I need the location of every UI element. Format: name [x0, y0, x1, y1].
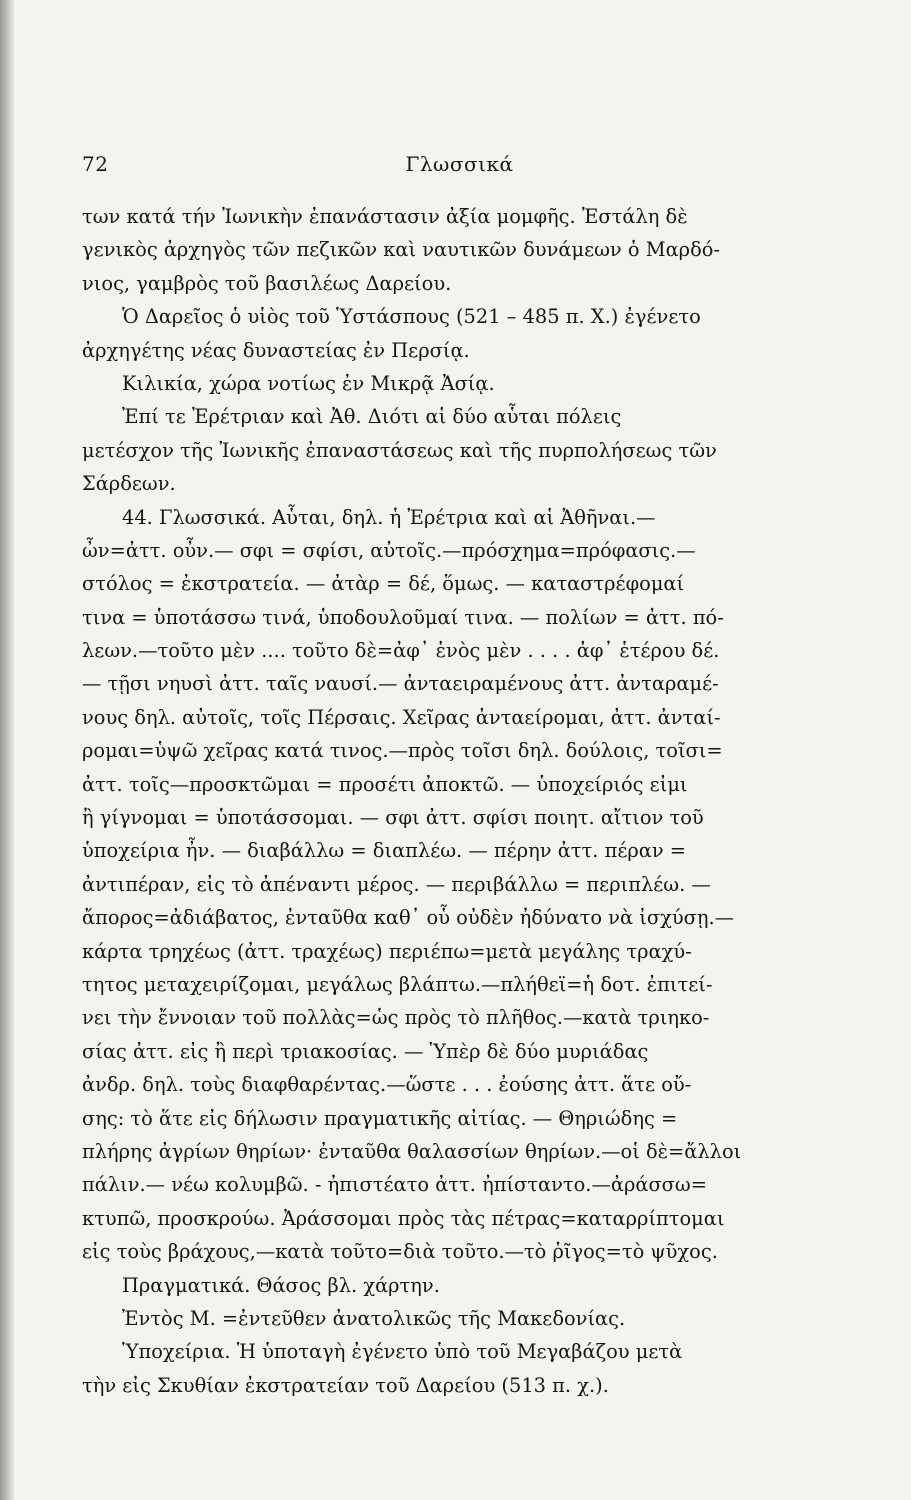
- text-line: Ὁ Δαρεῖος ὁ υἱὸς τοῦ Ὑστάσπους (521 – 485 π. Χ.) ἐγένετο: [122, 305, 701, 329]
- text-line: Σάρδεων.: [82, 472, 176, 496]
- text-line: Πραγματικά. Θάσος βλ. χάρτην.: [122, 1273, 440, 1297]
- text-line: τητος μεταχειρίζομαι, μεγάλως βλάπτω.—πλήθεϊ=ἡ δοτ. ἐπιτεί-: [82, 972, 713, 996]
- text-line: νιος, γαμβρὸς τοῦ βασιλέως Δαρείου.: [82, 271, 452, 295]
- text-line: σίας ἀττ. εἰς ἢ περὶ τριακοσίας. — Ὑπὲρ δὲ δύο μυριάδας: [82, 1039, 649, 1063]
- text-line: πλήρης ἀγρίων θηρίων· ἐνταῦθα θαλασσίων θηρίων.—οἱ δὲ=ἄλλοι: [82, 1139, 742, 1163]
- text-line: τὴν εἰς Σκυθίαν ἐκστρατείαν τοῦ Δαρείου (513 π. χ.).: [82, 1373, 609, 1397]
- text-line: ὑποχείρια ἦν. — διαβάλλω = διαπλέω. — πέρην ἀττ. πέραν =: [82, 839, 687, 863]
- running-title: Γλωσσικά: [405, 152, 514, 176]
- text-line: τινα = ὑποτάσσω τινά, ὑποδουλοῦμαί τινα. — πολίων = ἀττ. πό-: [82, 605, 724, 629]
- page-number: 72: [82, 152, 109, 176]
- text-line: Ἐπί τε Ἐρέτριαν καὶ Ἀθ. Διότι αἱ δύο αὗται πόλεις: [122, 405, 622, 429]
- text-line: ἄπορος=ἀδιάβατος, ἐνταῦθα καθ᾽ οὗ οὐδὲν ἠδύνατο νὰ ἰσχύσῃ.—: [82, 906, 735, 930]
- text-line: νους δηλ. αὐτοῖς, τοῖς Πέρσαις. Χεῖρας ἀνταείρομαι, ἀττ. ἀνταί-: [82, 705, 721, 729]
- text-line: ἀττ. τοῖς—προσκτῶμαι = προσέτι ἀποκτῶ. — ὑποχείριός εἰμι: [82, 772, 688, 796]
- text-line: λεων.—τοῦτο μὲν .... τοῦτο δὲ=ἀφ᾽ ἑνὸς μὲν . . . . ἀφ᾽ ἑτέρου δέ.: [82, 639, 720, 663]
- text-line: ἀντιπέραν, εἰς τὸ ἀπέναντι μέρος. — περιβάλλω = περιπλέω. —: [82, 872, 711, 896]
- text-line: ἀρχηγέτης νέας δυναστείας ἐν Περσίᾳ.: [82, 338, 470, 362]
- text-line: στόλος = ἐκστρατεία. — ἀτὰρ = δέ, ὅμως. — καταστρέφομαί: [82, 572, 685, 596]
- body-text: [82, 200, 842, 1402]
- text-line: νει τὴν ἔννοιαν τοῦ πολλὰς=ὡς πρὸς τὸ πλῆθος.—κατὰ τριηκο-: [82, 1006, 710, 1030]
- text-line: Ὑποχείρια. Ἡ ὑποταγὴ ἐγένετο ὑπὸ τοῦ Μεγαβάζου μετὰ: [122, 1340, 683, 1364]
- text-line: σης: τὸ ἅτε εἰς δήλωσιν πραγματικῆς αἰτίας. — Θηριώδης =: [82, 1106, 678, 1130]
- text-line: πάλιν.— νέω κολυμβῶ. - ἠπιστέατο ἀττ. ἠπίσταντο.—ἀράσσω=: [82, 1173, 707, 1197]
- text-line: ἢ γίγνομαι = ὑποτάσσομαι. — σφι ἀττ. σφίσι ποιητ. αἴτιον τοῦ: [82, 806, 704, 830]
- text-line: 44. Γλωσσικά. Αὗται, δηλ. ἡ Ἐρέτρια καὶ αἱ Ἀθῆναι.—: [122, 505, 656, 529]
- text-line: εἰς τοὺς βράχους,—κατὰ τοῦτο=διὰ τοῦτο.—τὸ ῥῖγος=τὸ ψῦχος.: [82, 1240, 718, 1264]
- text-line: — τῇσι νηυσὶ ἀττ. ταῖς ναυσί.— ἀνταειραμένους ἀττ. ἀνταραμέ-: [82, 672, 719, 696]
- text-line: μετέσχον τῆς Ἰωνικῆς ἐπαναστάσεως καὶ τῆς πυρπολήσεως τῶν: [82, 438, 717, 462]
- text-line: των κατά τήν Ἰωνικὴν ἐπανάστασιν ἀξία μομφῆς. Ἐστάλη δὲ: [82, 205, 688, 228]
- text-line: κτυπῶ, προσκρούω. Ἀράσσομαι πρὸς τὰς πέτρας=καταρρίπτομαι: [82, 1206, 725, 1230]
- text-line: κάρτα τρηχέως (ἀττ. τραχέως) περιέπω=μετὰ μεγάλης τραχύ-: [82, 939, 692, 963]
- text-line: ρομαι=ὑψῶ χεῖρας κατά τινος.—πρὸς τοῖσι δηλ. δούλοις, τοῖσι=: [82, 739, 723, 763]
- text-line: ἀνδρ. δηλ. τοὺς διαφθαρέντας.—ὥστε . . . ἐούσης ἀττ. ἅτε οὔ-: [82, 1073, 692, 1097]
- text-line: γενικὸς ἀρχηγὸς τῶν πεζικῶν καὶ ναυτικῶν δυνάμεων ὁ Μαρδό-: [82, 238, 720, 262]
- text-line: Κιλικία, χώρα νοτίως ἐν Μικρᾷ Ἀσίᾳ.: [122, 371, 495, 395]
- text-line: ὦν=ἀττ. οὖν.— σφι = σφίσι, αὐτοῖς.—πρόσχημα=πρόφασις.—: [82, 538, 696, 562]
- text-line: Ἐντὸς Μ. =ἐντεῦθεν ἀνατολικῶς τῆς Μακεδονίας.: [122, 1306, 626, 1330]
